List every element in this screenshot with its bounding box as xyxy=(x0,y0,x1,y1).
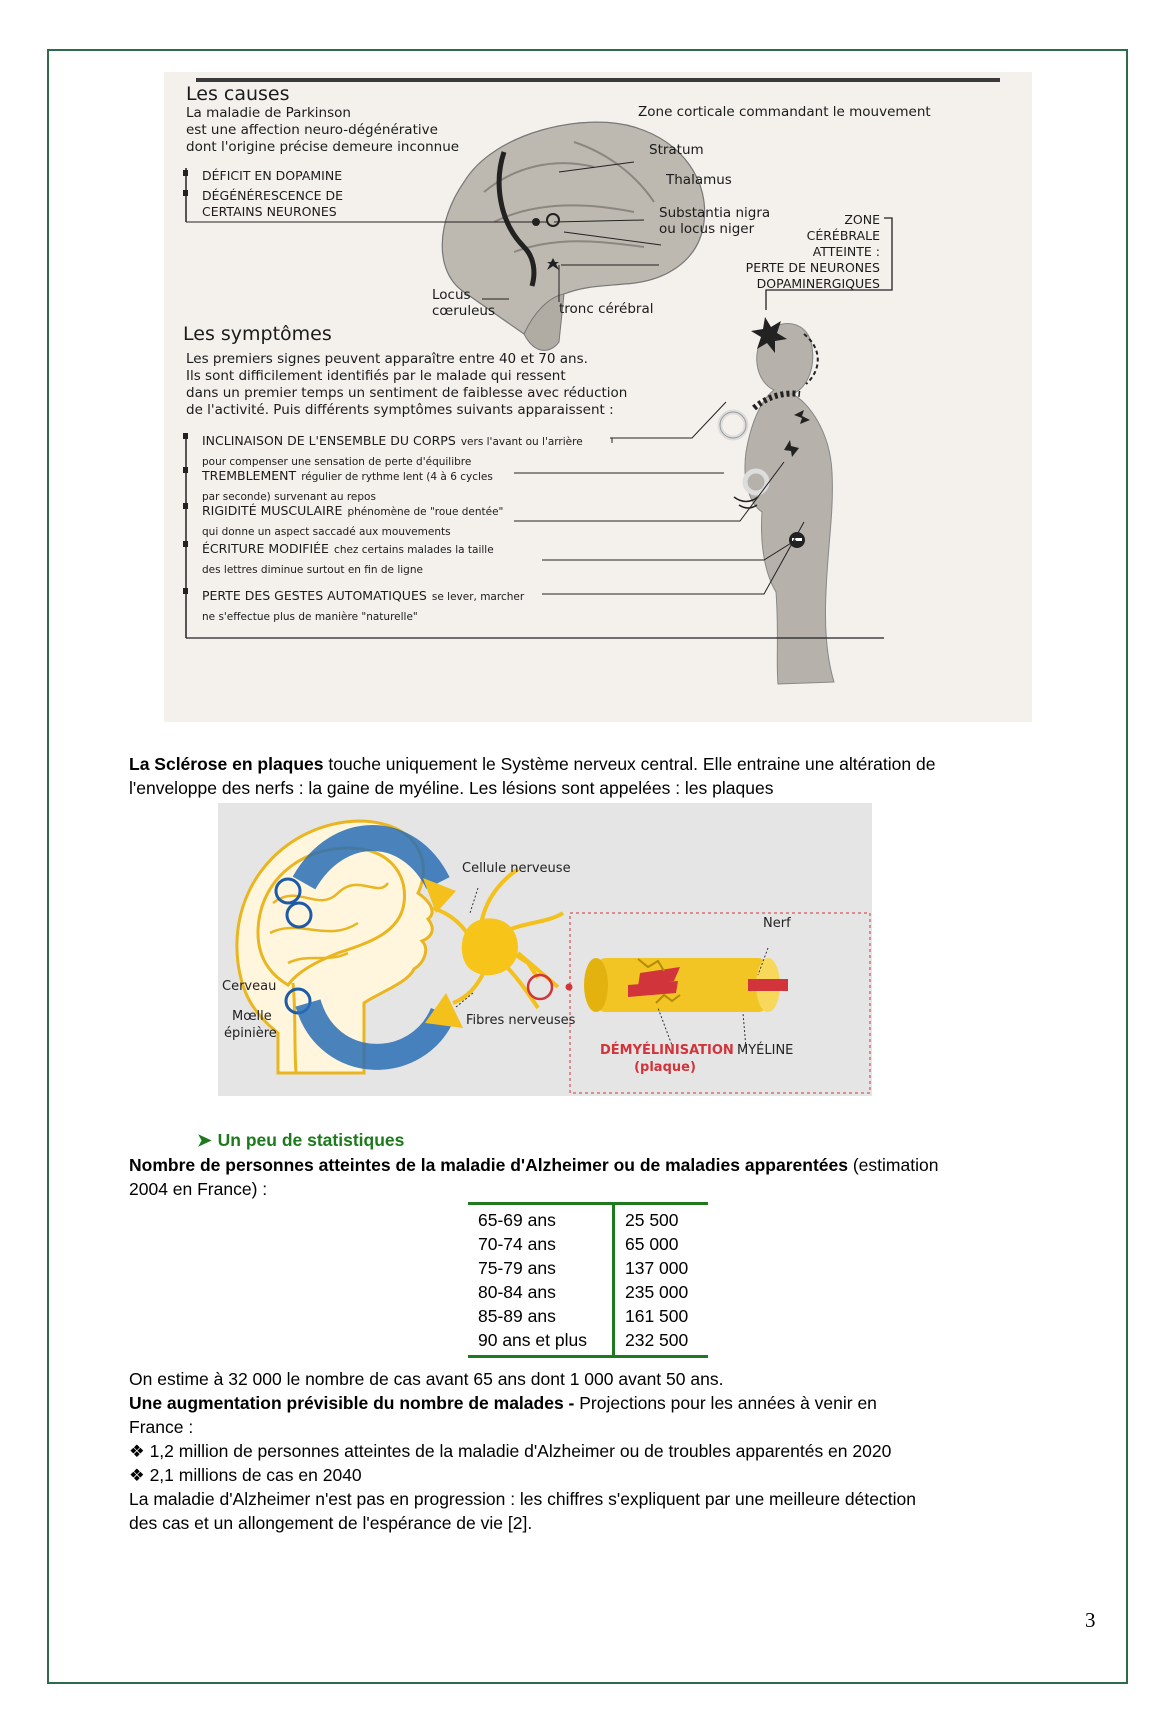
symptom-detail: des lettres diminue surtout en fin de ligne xyxy=(202,564,423,577)
cause-item: CERTAINS NEURONES xyxy=(202,204,337,219)
count-cell: 235 000 xyxy=(625,1282,689,1302)
parkinson-figure xyxy=(164,72,1032,722)
label-cellule-nerveuse: Cellule nerveuse xyxy=(462,861,571,876)
age-cell: 65-69 ans xyxy=(468,1204,614,1233)
statistics-heading: ➤ Un peu de statistiques xyxy=(197,1130,405,1150)
bullet-text: 2,1 millions de cas en 2040 xyxy=(149,1465,362,1485)
symptom-detail: qui donne un aspect saccadé aux mouvements xyxy=(202,526,451,539)
zone-atteinte-label: ATTEINTE : xyxy=(812,244,880,259)
label-moelle-epiniere: épinière xyxy=(224,1026,277,1041)
conclusion-text: des cas et un allongement de l'espérance de vie [2]. xyxy=(129,1513,533,1533)
symptoms-intro-line: de l'activité. Puis différents symptômes suivants apparaissent : xyxy=(186,402,614,418)
bullet-text: 1,2 million de personnes atteintes de la maladie d'Alzheimer ou de troubles apparentés en 2020 xyxy=(149,1441,892,1461)
label-myeline: MYÉLINE xyxy=(737,1043,794,1058)
estimate-text: On estime à 32 000 le nombre de cas avant 65 ans dont 1 000 avant 50 ans. xyxy=(129,1369,724,1389)
age-cell: 80-84 ans xyxy=(468,1280,614,1304)
symptom-detail: phénomène de "roue dentée" xyxy=(347,506,504,518)
table-row xyxy=(468,1304,708,1328)
label-nerf: Nerf xyxy=(763,916,791,931)
cause-item: DÉGÉNÉRESCENCE DE xyxy=(202,188,343,203)
symptom-detail: pour compenser une sensation de perte d'équilibre xyxy=(202,456,472,469)
symptom-name: ÉCRITURE MODIFIÉE xyxy=(202,541,329,556)
zone-atteinte-label: CÉRÉBRALE xyxy=(806,228,880,243)
ms-text: touche uniquement le Système nerveux central. Elle entraine une altération de xyxy=(323,754,936,774)
count-cell: 65 000 xyxy=(625,1234,679,1254)
table-row xyxy=(468,1232,708,1256)
label-tronc-cerebral: tronc cérébral xyxy=(559,301,654,317)
symptom-detail: ne s'effectue plus de manière "naturelle" xyxy=(202,611,418,624)
causes-intro-line: La maladie de Parkinson xyxy=(186,105,351,121)
symptoms-intro-line: dans un premier temps un sentiment de faiblesse avec réduction xyxy=(186,385,628,401)
conclusion-text: La maladie d'Alzheimer n'est pas en progression : les chiffres s'expliquent par une meilleure détection xyxy=(129,1489,916,1509)
count-cell: 137 000 xyxy=(625,1258,689,1278)
projection-bold: Une augmentation prévisible du nombre de malades - xyxy=(129,1393,575,1413)
ms-text: l'enveloppe des nerfs : la gaine de myéline. Les lésions sont appelées : les plaques xyxy=(129,778,774,798)
ms-figure xyxy=(218,803,872,1096)
zone-atteinte-label: ZONE xyxy=(844,212,880,227)
statistics-body: On estime à 32 000 le nombre de cas avant 65 ans dont 1 000 avant 50 ans. Une augmentation prévisible du nombre de malades - Projections pour les années à venir en France : ❖ 1,2 million de personnes atteintes de la maladie d'Alzheimer ou de troubles apparentés en 2020 ❖ 2,1 millions de cas en 2040 La maladie d'Alzheimer n'est pas en progression : les chiffres s'expliquent par une meilleure détection des cas et un allongement de l'espérance de vie [2]. xyxy=(129,1369,916,1533)
symptom-name: INCLINAISON DE L'ENSEMBLE DU CORPS xyxy=(202,433,456,448)
age-cell: 85-89 ans xyxy=(468,1304,614,1328)
age-cell: 90 ans et plus xyxy=(468,1328,614,1357)
symptom-detail: vers l'avant ou l'arrière xyxy=(460,436,583,448)
diamond-bullet-icon: ❖ xyxy=(129,1465,145,1485)
label-locus-coeruleus: Locus xyxy=(432,287,471,303)
symptom-detail: chez certains malades la taille xyxy=(334,544,494,556)
label-fibres-nerveuses: Fibres nerveuses xyxy=(466,1013,576,1028)
label-stratum: Stratum xyxy=(649,142,704,158)
symptom-name: TREMBLEMENT xyxy=(202,468,297,483)
causes-title: Les causes xyxy=(186,83,290,105)
symptom-detail: se lever, marcher xyxy=(431,591,525,603)
label-substantia-nigra: Substantia nigra xyxy=(659,205,771,221)
symptom-name: PERTE DES GESTES AUTOMATIQUES xyxy=(202,588,427,603)
arrow-bullet-icon: ➤ xyxy=(197,1130,212,1150)
label-moelle-epiniere: Mœlle xyxy=(232,1009,272,1024)
symptom-detail: régulier de rythme lent (4 à 6 cycles xyxy=(301,471,493,483)
count-cell: 25 500 xyxy=(625,1210,679,1230)
age-cell: 70-74 ans xyxy=(468,1232,614,1256)
count-cell: 161 500 xyxy=(625,1306,689,1326)
table-row xyxy=(468,1280,708,1304)
ms-paragraph xyxy=(129,752,1047,800)
count-cell: 232 500 xyxy=(625,1330,689,1350)
table-row xyxy=(468,1204,708,1233)
label-zone-corticale: Zone corticale commandant le mouvement xyxy=(638,104,931,120)
symptom-item xyxy=(202,538,494,579)
label-locus-niger: ou locus niger xyxy=(659,221,755,237)
symptoms-intro-line: Ils sont difficilement identifiés par le malade qui ressent xyxy=(186,368,566,384)
symptom-item xyxy=(202,500,503,541)
symptom-item xyxy=(202,585,524,626)
label-cerveau: Cerveau xyxy=(222,979,277,994)
label-plaque: (plaque) xyxy=(634,1060,696,1075)
symptoms-title: Les symptômes xyxy=(183,323,332,345)
causes-intro-line: est une affection neuro-dégénérative xyxy=(186,122,438,138)
age-cell: 75-79 ans xyxy=(468,1256,614,1280)
statistics-intro: Nombre de personnes atteintes de la maladie d'Alzheimer ou de maladies apparentées (estimation 2004 en France) : xyxy=(129,1155,939,1199)
alzheimer-stats-table xyxy=(468,1202,708,1358)
symptom-name: RIGIDITÉ MUSCULAIRE xyxy=(202,503,343,518)
causes-intro-line: dont l'origine précise demeure inconnue xyxy=(186,139,460,155)
table-row xyxy=(468,1328,708,1357)
page-number: 3 xyxy=(1085,1608,1096,1632)
label-thalamus: Thalamus xyxy=(666,172,732,188)
zone-atteinte-label: PERTE DE NEURONES xyxy=(745,260,880,275)
label-demyelinisation: DÉMYÉLINISATION xyxy=(600,1043,734,1058)
ms-title: La Sclérose en plaques xyxy=(129,754,324,774)
statistics-intro-bold: Nombre de personnes atteintes de la maladie d'Alzheimer ou de maladies apparentées xyxy=(129,1155,848,1175)
cause-item: DÉFICIT EN DOPAMINE xyxy=(202,168,343,183)
symptoms-intro-line: Les premiers signes peuvent apparaître entre 40 et 70 ans. xyxy=(186,351,588,367)
diamond-bullet-icon: ❖ xyxy=(129,1441,145,1461)
label-locus-coeruleus: cœruleus xyxy=(432,303,495,319)
table-row xyxy=(468,1256,708,1280)
symptom-detail: par seconde) survenant au repos xyxy=(202,491,376,504)
zone-atteinte-label: DOPAMINERGIQUES xyxy=(756,276,880,291)
